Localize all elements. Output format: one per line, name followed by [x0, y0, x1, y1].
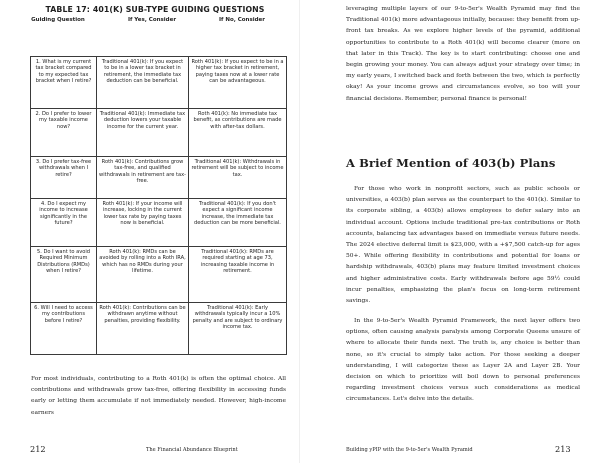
if-yes-cell: Traditional 401(k): If you expect to be in a lower tax bracket in retirement, the immediate tax deduction can be beneficial.	[97, 57, 189, 109]
if-no-cell: Traditional 401(k): Early withdrawals typically incur a 10% penalty and are subject to ordinary income tax.	[189, 303, 287, 355]
if-no-cell: Traditional 401(k): RMDs are required starting at age 73, increasing taxable income in retirement.	[189, 247, 287, 303]
table-row	[31, 199, 287, 247]
page-number-right: 213	[555, 444, 571, 454]
if-yes-cell: Traditional 401(k): Immediate tax deduction lowers your taxable income for the current year.	[97, 109, 189, 157]
guiding-questions-table	[30, 56, 287, 355]
if-yes-cell: Roth 401(k): Contributions can be withdrawn anytime without penalties, providing flexibility.	[97, 303, 189, 355]
if-no-cell: Roth 401(k): No immediate tax benefit, as contributions are made with after-tax dollars.	[189, 109, 287, 157]
column-header-question: Guiding Question	[31, 17, 85, 23]
if-no-cell: Traditional 401(k): Withdrawals in retirement will be subject to income tax.	[189, 157, 287, 199]
running-head-right: Building yPIP with the 9-to-5er's Wealth Pyramid	[346, 447, 473, 453]
if-yes-cell: Roth 401(k): Contributions grow tax-free, and qualified withdrawals in retirement are tax-free.	[97, 157, 189, 199]
if-no-cell: Roth 401(k): If you expect to be in a higher tax bracket in retirement, paying taxes now at a lower rate can be advantageous.	[189, 57, 287, 109]
body-text-left: For most individuals, contributing to a Roth 401(k) is often the optimal choice. All contributions and withdrawals grow tax-free, offering flexibility in accessing funds early or letting them accumulate if not immediately needed. However, high-income earners	[31, 376, 286, 416]
question-cell: 6. Will I need to access my contributions before I retire?	[31, 303, 97, 355]
if-yes-cell: Roth 401(k): If your income will increase, locking in the current lower tax rate by paying taxes now is beneficial.	[97, 199, 189, 247]
if-no-cell: Traditional 401(k): If you don't expect a significant income increase, the immediate tax deduction can be more beneficial.	[189, 199, 287, 247]
paragraph-pyramid: In the 9-to-5er's Wealth Pyramid Framework, the next layer offers two options, often causing analysis paralysis among Corporate Queens unsure of where to allocate their funds next. The truth is, any choice is better than none, so it's crucial to simply take action. For those seeking a deeper understanding, I will categorize these as Layer 2A and Layer 2B. Your decision on which to prioritize will boil down to personal preferences regarding investment choices versus such considerations as medical circumstances. Let's delve into the details.	[346, 318, 580, 403]
table-row	[31, 303, 287, 355]
column-header-if-no: If No, Consider	[218, 17, 265, 23]
if-yes-cell: Roth 401(k): RMDs can be avoided by rolling into a Roth IRA, which has no RMDs during your lifetime.	[97, 247, 189, 303]
section-heading: A Brief Mention of 403(b) Plans	[346, 156, 556, 170]
body-text-continued: leveraging multiple layers of our 9-to-5er's Wealth Pyramid may find the Traditional 401(k) more advantageous initially, because: they benefit from up-front tax breaks. As we explore higher levels of the pyramid, additional opportunities to contribute to a Roth 401(k) will become clearer (more on that later in this Track). The key is to start contributing: choose one and begin growing your money. You can always adjust your strategy over time; in my early years, I switched back and forth between the two, which is perfectly okay! As your income grows and circumstances evolve, so too will your financial decisions. Remember, personal finance is personal!	[346, 6, 580, 102]
question-cell: 2. Do I prefer to lower my taxable income now?	[31, 109, 97, 157]
table-row	[31, 109, 287, 157]
question-cell: 4. Do I expect my income to increase significantly in the future?	[31, 199, 97, 247]
page-number-left: 212	[30, 444, 46, 454]
table-column-headers	[22, 17, 288, 29]
table-title: TABLE 17: 401(K) SUB-TYPE GUIDING QUESTIONS	[45, 5, 265, 14]
table-row	[31, 57, 287, 109]
question-cell: 5. Do I want to avoid Required Minimum Distributions (RMDs) when I retire?	[31, 247, 97, 303]
running-head-left: The Financial Abundance Blueprint	[146, 447, 238, 453]
question-cell: 3. Do I prefer tax-free withdrawals when I retire?	[31, 157, 97, 199]
question-cell: 1. What is my current tax bracket compared to my expected tax bracket when I retire?	[31, 57, 97, 109]
table-row	[31, 247, 287, 303]
column-header-if-yes: If Yes, Consider	[127, 17, 177, 23]
table-row	[31, 157, 287, 199]
paragraph-403b: For those who work in nonprofit sectors, such as public schools or universities, a 403(b) plan serves as the counterpart to the 401(k). Similar to its corporate sibling, a 403(b) allows employees to defer salary into an individual account. Options include traditional pre-tax contributions or Roth accounts, balancing tax advantages based on immediate versus future needs. The 2024 elective deferral limit is $23,000, with a +$7,500 catch-up for ages 50+. While offering flexibility in contributions and potential for loans or hardship withdrawals, 403(b) plans may feature limited investment choices and higher administrative costs. Early withdrawals before age 59½ could incur penalties, emphasizing the plan's focus on long-term retirement savings.	[346, 186, 580, 305]
